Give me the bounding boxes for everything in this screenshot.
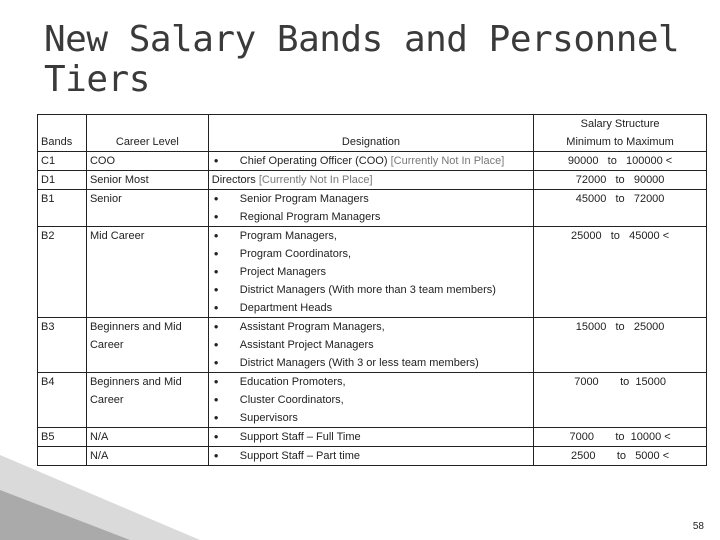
designation-item: ● Support Staff – Part time: [212, 447, 530, 465]
salary-range: 45000 to 72000: [575, 193, 665, 205]
salary-range: 90000 to 100000 <: [567, 155, 673, 167]
salary-bands-table: [37, 114, 707, 466]
table-row: [38, 318, 707, 373]
designation-note: [Currently Not In Place]: [390, 155, 505, 167]
designation-cell: [208, 428, 533, 447]
designation-item: ● Assistant Project Managers: [212, 336, 530, 354]
salary-range: 7000 to 15000: [574, 376, 666, 388]
salary-cell: [534, 447, 707, 466]
salary-cell: [534, 318, 707, 373]
designation-text: Directors: [211, 174, 256, 186]
designation-item: ● Cluster Coordinators,: [212, 391, 530, 409]
designation-item: ● Project Managers: [212, 263, 530, 281]
designation-cell: [208, 171, 533, 190]
table-header-row: [38, 115, 707, 152]
designation-item: ● Program Coordinators,: [212, 245, 530, 263]
designation-item: ● District Managers (With more than 3 team members): [212, 281, 530, 299]
career-cell: Senior: [86, 190, 208, 227]
band-cell: C1: [38, 152, 87, 171]
designation-item: ● Program Managers,: [212, 227, 530, 245]
salary-cell: [534, 152, 707, 171]
salary-range: 15000 to 25000: [575, 321, 665, 333]
header-salary-line-2: Minimum to Maximum: [566, 136, 674, 148]
salary-cell: [534, 428, 707, 447]
salary-cell: [534, 190, 707, 227]
band-cell: B3: [38, 318, 87, 373]
designation-item: ● Supervisors: [212, 409, 530, 427]
page-title: [44, 20, 704, 100]
band-cell: B5: [38, 428, 87, 447]
designation-item: ● Education Promoters,: [212, 373, 530, 391]
designation-item: ● Assistant Program Managers,: [212, 318, 530, 336]
band-cell: D1: [38, 171, 87, 190]
designation-cell: [208, 318, 533, 373]
career-cell: Beginners and Mid Career: [86, 318, 208, 373]
salary-range: 25000 to 45000 <: [570, 230, 670, 242]
salary-cell: [534, 171, 707, 190]
header-career-level: Career Level: [86, 115, 208, 152]
title-line-1: New Salary Bands and Personnel: [44, 19, 680, 60]
designation-item: ● Support Staff – Full Time: [212, 428, 530, 446]
career-cell: COO: [86, 152, 208, 171]
designation-item: ● District Managers (With 3 or less team members): [212, 354, 530, 372]
table-row: [38, 227, 707, 318]
designation-cell: [208, 152, 533, 171]
table-row: [38, 428, 707, 447]
designation-item: ● Senior Program Managers: [212, 190, 530, 208]
header-salary-line-1: Salary Structure: [580, 118, 660, 130]
salary-range: 7000 to 10000 <: [569, 431, 671, 443]
header-designation: Designation: [208, 115, 533, 152]
designation-cell: [208, 373, 533, 428]
title-line-2: Tiers: [44, 59, 150, 100]
decorative-corner-shape-dark: [0, 490, 130, 540]
career-cell: Mid Career: [86, 227, 208, 318]
career-cell: N/A: [86, 428, 208, 447]
band-cell: [38, 447, 87, 466]
salary-cell: [534, 373, 707, 428]
designation-cell: [208, 447, 533, 466]
band-cell: B2: [38, 227, 87, 318]
designation-item: ● Department Heads: [212, 299, 530, 317]
designation-cell: [208, 190, 533, 227]
salary-cell: [534, 227, 707, 318]
table-row: [38, 171, 707, 190]
table-row: [38, 447, 707, 466]
designation-item: ● Regional Program Managers: [212, 208, 530, 226]
header-bands: Bands: [38, 115, 87, 152]
band-cell: B1: [38, 190, 87, 227]
designation-item: [212, 152, 530, 170]
salary-range: 2500 to 5000 <: [570, 450, 670, 462]
career-cell: N/A: [86, 447, 208, 466]
table-row: [38, 190, 707, 227]
table-row: [38, 373, 707, 428]
career-cell: Beginners and Mid Career: [86, 373, 208, 428]
salary-range: 72000 to 90000: [575, 174, 665, 186]
designation-cell: [208, 227, 533, 318]
designation-note: [Currently Not In Place]: [258, 174, 373, 186]
designation-text: Chief Operating Officer (COO): [239, 155, 388, 167]
career-cell: Senior Most: [86, 171, 208, 190]
header-salary-structure: [534, 115, 707, 152]
band-cell: B4: [38, 373, 87, 428]
table-row: [38, 152, 707, 171]
page-number: 58: [692, 521, 704, 532]
